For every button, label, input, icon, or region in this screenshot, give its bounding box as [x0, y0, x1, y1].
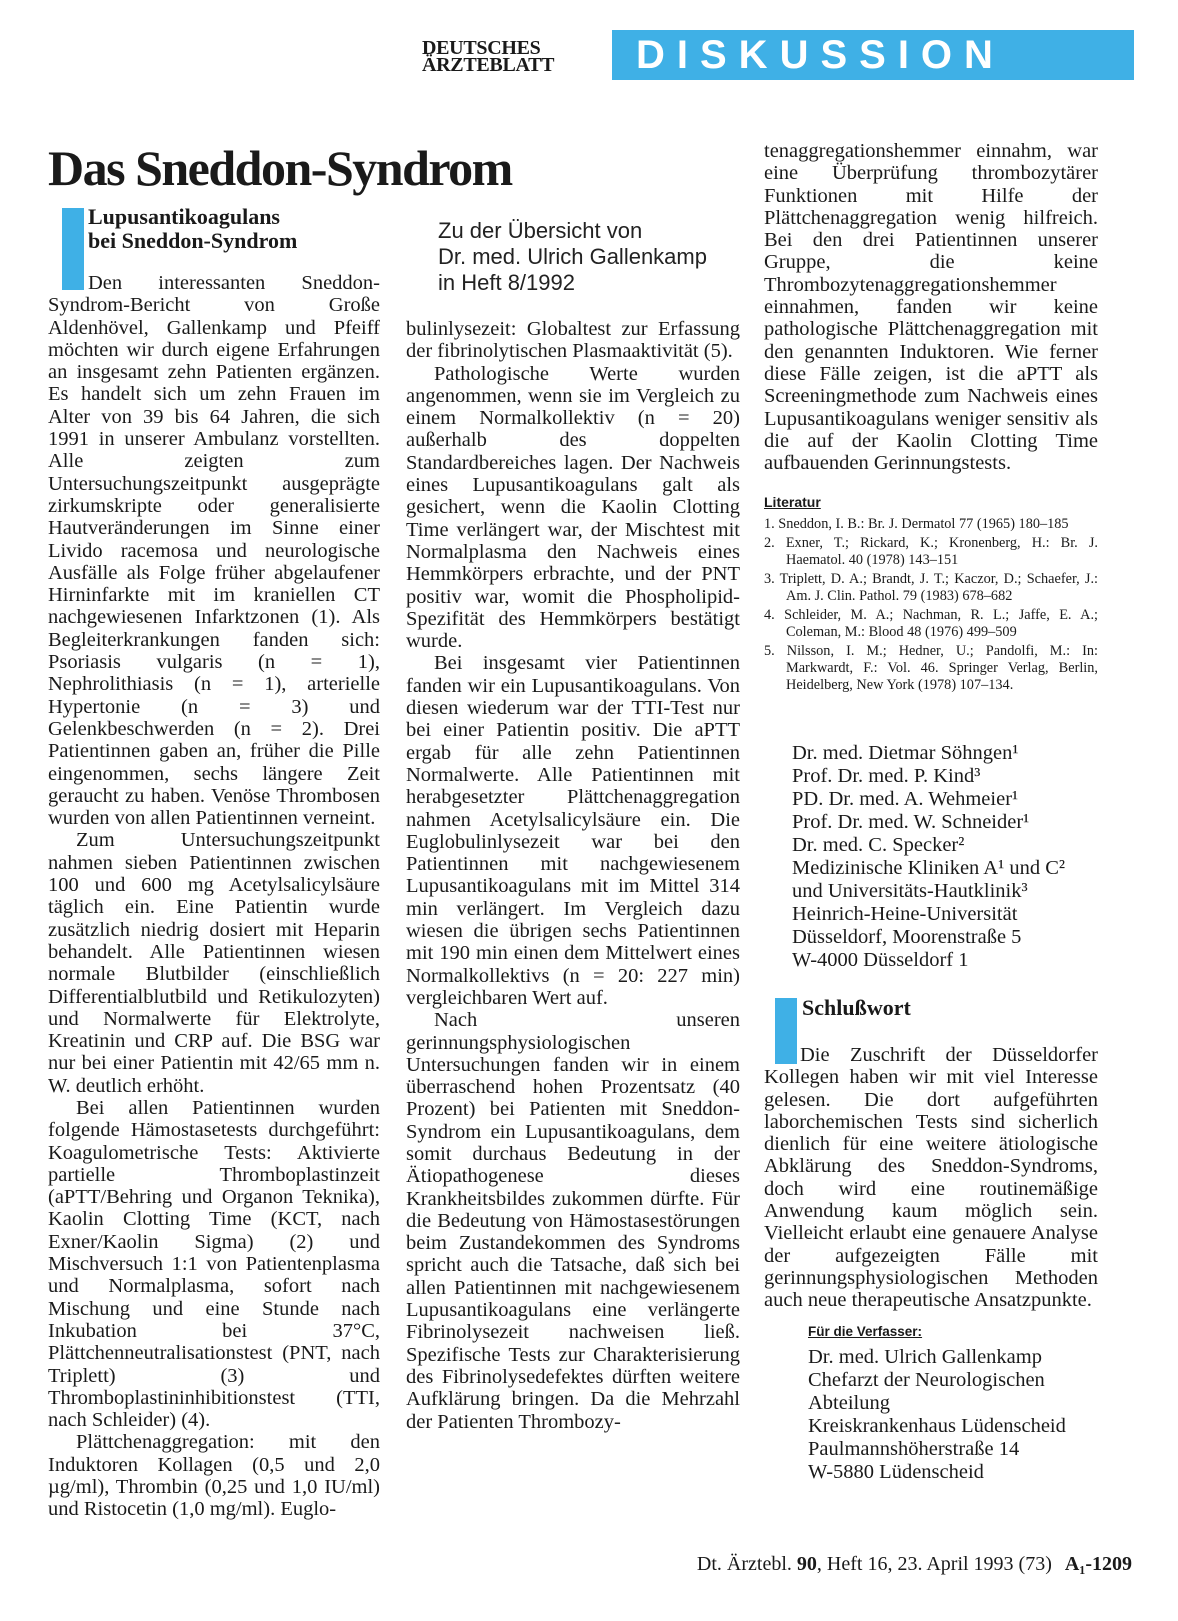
literature-item: 1. Sneddon, I. B.: Br. J. Dermatol 77 (1965) 180–185 — [764, 516, 1069, 532]
paragraph: tenaggregationshemmer einnahm, war eine Überprüfung thrombozytärer Funktionen mit Hilfe der Plättchenaggregation wenig hilfreich. Bei den drei Patientinnen unserer Gruppe, die keine Thrombozytenaggregationshemmer einnahmen, fanden wir keine pathologische Plättchenaggregation mit den genannten Induktoren. Wie ferner diese Fälle zeigen, ist die aPTT als Screeningmethode zum Nachweis eines Lupusantikoagulans weniger sensitiv als die auf der Kaolin Clotting Time aufbauenden Gerinnungstests. — [764, 140, 1098, 475]
address-line: W-5880 Lüdenscheid — [808, 1461, 984, 1483]
address-line: Abteilung — [808, 1392, 890, 1414]
paragraph: Bei allen Patientinnen wurden folgende Hämostasetests durchgeführt: Koagulometrische Tests: Aktivierte partielle Thromboplastinzeit (aPTT/Behring und Organon Teknika), Kaolin Clotting Time (KCT, nach Exner/Kaolin Sigma) (2) und Mischversuch 1:1 von Patientenplasma und Normalplasma, sofort nach Mischung und eine Stunde nach Inkubation bei 37°C, Plättchenneutralisationstest (PNT, nach Triplett) (3) und Thromboplastininhibitionstest (TTI, nach Schleider) (4). — [48, 1096, 380, 1432]
literature-list — [764, 516, 1098, 696]
author-line: PD. Dr. med. A. Wehmeier¹ — [792, 788, 1019, 810]
paragraph: Zum Untersuchungszeitpunkt nahmen sieben Patientinnen zwischen 100 und 600 mg Acetylsalicylsäure täglich ein. Eine Patientin wurde zusätzlich niedrig dosiert mit Heparin behandelt. Alle Patientinnen wiesen normale Blutbilder (einschließlich Differentialblutbild und Retikulozyten) und Normalwerte für Elektrolyte, Kreatinin und CRP auf. Die BSG war nur bei einer Patientin mit 42/65 mm n. W. deutlich erhöht. — [48, 829, 380, 1097]
article-reference — [438, 218, 758, 296]
paragraph: Die Zuschrift der Düsseldorfer Kollegen haben wir mit viel Interesse gelesen. Die dort aufgeführten laborchemischen Tests sind sicherlich dienlich für eine weitere ätiologische Abklärung des Sneddon-Syndroms, doch wird eine routinemäßige Anwendung kaum möglich sein. Vielleicht erlaubt eine genauere Analyse der aufgezeigten Fälle mit gerinnungsphysiologischen Methoden auch neue therapeutische Ansatzpunkte. — [764, 1044, 1098, 1312]
literature-item: 5. Nilsson, I. M.; Hedner, U.; Pandolfi, M.: In: Markwardt, F.: Vol. 46. Springer Verlag, Berlin, Heidelberg, New York (1978) 107–134. — [764, 643, 1098, 693]
section-banner: DISKUSSION — [612, 30, 1134, 80]
intro-line: Dr. med. Ulrich Gallenkamp — [438, 244, 707, 269]
paragraph: Nach unseren gerinnungsphysiologischen Untersuchungen fanden wir in einem überraschend hohen Prozentsatz (40 Prozent) bei Patienten mit Sneddon-Syndrom ein Lupusantikoagulans, dem somit durchaus Bedeutung in der Ätiopathogenese dieses Krankheitsbildes zukommen dürfte. Für die Bedeutung von Hämostasestörungen beim Zustandekommen des Syndroms spricht auch die Tatsache, daß sich bei allen Patientinnen mit nachgewiesenem Lupusantikoagulans eine verlängerte Fibrinolysezeit nachweisen ließ. Spezifische Tests zur Charakterisierung des Fibrinolysedefektes dürften weitere Aufklärung bringen. Da die Mehrzahl der Patienten Thrombozy- — [406, 1009, 740, 1433]
footer-issue: , Heft 16, 23. April 1993 (73) — [816, 1553, 1052, 1575]
address-line: Paulmannshöherstraße 14 — [808, 1438, 1020, 1460]
letter-column-2 — [406, 318, 740, 1433]
paragraph: bulinlysezeit: Globaltest zur Erfassung der fibrinolytischen Plasmaaktivität (5). — [406, 318, 740, 363]
page-footer — [697, 1553, 1132, 1576]
brand-line-2: ÄRZTEBLATT — [422, 54, 555, 76]
journal-brand — [422, 37, 592, 76]
letter-heading-line-1: Lupusantikoagulans — [88, 204, 280, 229]
reply-text — [764, 1044, 1098, 1312]
footer-volume: 90 — [796, 1553, 817, 1575]
author-line: Dr. med. C. Specker² — [792, 834, 965, 856]
author-line: Prof. Dr. med. W. Schneider¹ — [792, 811, 1030, 833]
letter-column-3 — [764, 140, 1098, 474]
brand-line-1: DEUTSCHES — [422, 37, 541, 59]
intro-line: Zu der Übersicht von — [438, 218, 643, 243]
intro-line: in Heft 8/1992 — [438, 270, 575, 295]
author-line: Dr. med. Dietmar Söhngen¹ — [792, 742, 1019, 764]
paragraph: Pathologische Werte wurden angenommen, wenn sie im Vergleich zu einem Normalkollektiv (n = 20) außerhalb des doppelten Standardbereiches lagen. Der Nachweis eines Lupusantikoagulans galt als gesichert, wenn die Kaolin Clotting Time verlängert war, der Mischtest mit Normalplasma den Nachweis eines Hemmkörpers erbrachte, und der PNT positiv war, womit die Phospholipid-Spezifität des Hemmkörpers bestätigt wurde. — [406, 362, 740, 653]
author-line: und Universitäts-Hautklinik³ — [792, 880, 1028, 902]
address-line: Dr. med. Ulrich Gallenkamp — [808, 1346, 1042, 1368]
literature-item: 2. Exner, T.; Rickard, K.; Kronenberg, H.: Br. J. Haematol. 40 (1978) 143–151 — [764, 535, 1098, 568]
footer-journal: Dt. Ärztebl. — [696, 1553, 792, 1575]
reply-heading: Schlußwort — [802, 995, 911, 1020]
address-line: Kreiskrankenhaus Lüdenscheid — [808, 1415, 1066, 1437]
paragraph: Plättchenaggregation: mit den Induktoren Kollagen (0,5 und 2,0 µg/ml), Thrombin (0,25 und 1,0 IU/ml) und Ristocetin (1,0 mg/ml). Euglo- — [48, 1431, 380, 1521]
literature-heading: Literatur — [764, 494, 821, 510]
author-line: Düsseldorf, Moorenstraße 5 — [792, 926, 1022, 948]
literature-item: 3. Triplett, D. A.; Brandt, J. T.; Kaczor, D.; Schaefer, J.: Am. J. Clin. Pathol. 79 (1983) 678–682 — [764, 571, 1098, 604]
author-line: Prof. Dr. med. P. Kind³ — [792, 765, 981, 787]
article-title: Das Sneddon-Syndrom — [48, 140, 512, 196]
reply-address — [808, 1346, 1108, 1484]
for-authors-label: Für die Verfasser: — [808, 1324, 923, 1339]
author-line: Medizinische Kliniken A¹ und C² — [792, 857, 1066, 879]
paragraph: Bei insgesamt vier Patientinnen fanden wir ein Lupusantikoagulans. Von diesen wiederum war der TTI-Test nur bei einer Patientin positiv. Die aPTT ergab für alle zehn Patientinnen Normalwerte. Alle Patientinnen mit herabgesetzter Plättchenaggregation nahmen Acetylsalicylsäure ein. Die Euglobulinlysezeit war bei den Patientinnen mit nachgewiesenem Lupusantikoagulans mit im Mittel 314 min verlängert. Im Vergleich dazu wiesen die übrigen sechs Patientinnen mit 190 min einen dem Mittelwert eines Normalkollektivs (n = 20: 227 min) vergleichbaren Wert auf. — [406, 652, 740, 1009]
letter-column-1 — [48, 272, 380, 1521]
author-line: W-4000 Düsseldorf 1 — [792, 949, 969, 971]
letter-authors — [792, 742, 1112, 972]
author-line: Heinrich-Heine-Universität — [792, 903, 1018, 925]
letter-heading — [88, 205, 388, 253]
literature-item: 4. Schleider, M. A.; Nachman, R. L.; Jaffe, E. A.; Coleman, M.: Blood 48 (1976) 499–509 — [764, 607, 1098, 640]
paragraph: Den interessanten Sneddon-Syndrom-Bericht von Große Aldenhövel, Gallenkamp und Pfeiff möchten wir durch eigene Erfahrungen an insgesamt zehn Patienten ergänzen. Es handelt sich um zehn Frauen im Alter von 39 bis 64 Jahren, die sich 1991 in unserer Ambulanz vorstellten. Alle zeigten zum Untersuchungszeitpunkt ausgeprägte zirkumskripte oder generalisierte Hautveränderungen im Sinne einer Livido racemosa und neurologische Ausfälle als Folge früher abgelaufener Hirninfarkte mit im kraniellen CT nachgewiesenen Infarktzonen (1). Als Begleiterkrankungen fanden sich: Psoriasis vulgaris (n = 1), Nephrolithiasis (n = 1), arterielle Hypertonie (n = 3) und Gelenkbeschwerden (n = 2). Drei Patientinnen gaben an, früher die Pille eingenommen, sechs längere Zeit geraucht zu haben. Venöse Thrombosen wurden von allen Patientinnen verneint. — [48, 272, 380, 830]
address-line: Chefarzt der Neurologischen — [808, 1369, 1045, 1391]
footer-page: A₁-1209 — [1064, 1553, 1132, 1575]
letter-heading-line-2: bei Sneddon-Syndrom — [88, 228, 298, 253]
